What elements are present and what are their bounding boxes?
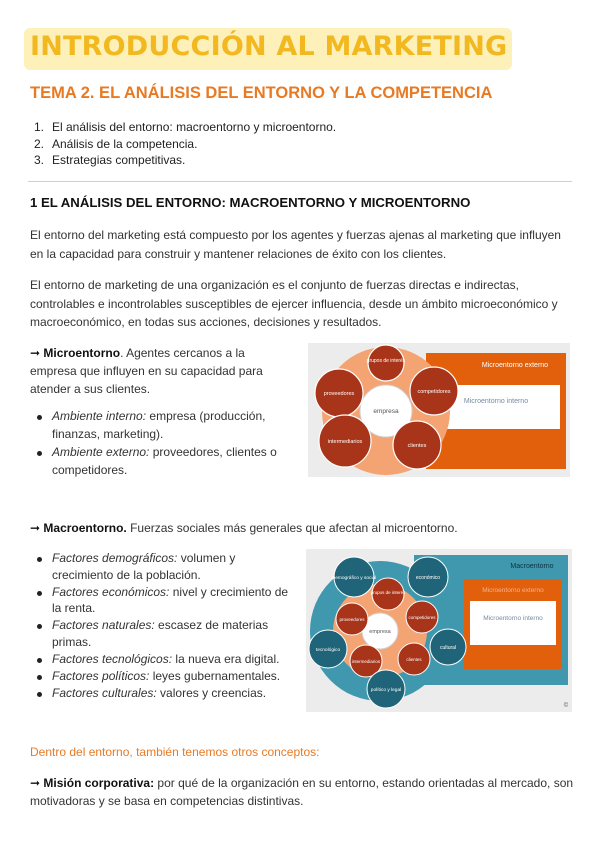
mision-term: Misión corporativa: — [43, 776, 155, 790]
node-label: Demográfico y social — [331, 576, 377, 581]
node-label: clientes — [407, 443, 427, 449]
internal-panel — [470, 601, 556, 645]
list-item: Ambiente interno: empresa (producción, finanzas, marketing). — [30, 408, 292, 443]
panel-label-internal: Microentorno interno — [483, 615, 543, 622]
bullet-icon — [37, 451, 42, 456]
macroentorno-diagram — [306, 549, 572, 712]
panel-label-macro: Macroentorno — [510, 563, 554, 570]
topic-subtitle: TEMA 2. EL ANÁLISIS DEL ENTORNO Y LA COMPETENCIA — [30, 84, 493, 102]
bullet-icon — [37, 692, 42, 697]
node-label: grupos de interés — [370, 590, 406, 595]
list-item: Factores demográficos: volumen y crecimiento de la población. — [30, 550, 296, 583]
copyright-mark: © — [563, 703, 569, 709]
concepts-note: Dentro del entorno, también tenemos otros conceptos: — [30, 745, 320, 759]
list-item: Factores culturales: valores y creencias. — [30, 685, 296, 702]
center-label: empresa — [369, 629, 391, 635]
macroentorno-term: Macroentorno. — [43, 521, 127, 535]
list-item: Factores tecnológicos: la nueva era digital. — [30, 651, 296, 668]
panel-label-external: Microentorno externo — [481, 362, 549, 369]
divider — [28, 181, 572, 182]
arrow-icon: ➞ — [30, 776, 41, 790]
toc-item: 1. El análisis del entorno: macroentorno y microentorno. — [34, 120, 337, 134]
node-label: proveedores — [323, 391, 355, 397]
microentorno-diagram — [308, 343, 570, 477]
node-label: tecnológico — [315, 648, 341, 653]
node-label: político y legal — [370, 688, 402, 693]
toc-item: 2. Análisis de la competencia. — [34, 136, 198, 151]
node-label: competidores — [408, 615, 436, 620]
bullet-icon — [37, 557, 42, 562]
mision-definition: ➞ Misión corporativa: por qué de la organización en su entorno, estando orientadas al mercado, son motivadoras y se basa en competencias distintivas. — [30, 776, 574, 808]
arrow-icon: ➞ — [30, 521, 41, 535]
title-highlight — [24, 28, 512, 70]
list-item: Ambiente externo: proveedores, clientes o competidores. — [30, 444, 292, 479]
arrow-icon: ➞ — [30, 346, 41, 360]
bullet-icon — [37, 591, 42, 596]
list-item: Factores políticos: leyes gubernamentales. — [30, 668, 296, 685]
list-item: Factores naturales: escasez de materias primas. — [30, 617, 296, 650]
macroentorno-list — [30, 550, 296, 702]
node-label: competidores — [417, 389, 451, 395]
panel-label-internal: Microentorno interno — [463, 398, 529, 405]
node-label: cultural — [439, 645, 457, 651]
node-label: clientes — [406, 657, 422, 662]
bullet-icon — [37, 658, 42, 663]
node-label: proveedores — [339, 617, 365, 622]
section-heading: 1 EL ANÁLISIS DEL ENTORNO: MACROENTORNO Y MICROENTORNO — [30, 195, 471, 210]
node-label: económico — [415, 575, 441, 581]
microentorno-list — [30, 408, 292, 480]
list-item: Factores económicos: nivel y crecimiento de la renta. — [30, 584, 296, 617]
paragraph-definition: El entorno del marketing está compuesto por los agentes y fuerzas ajenas al marketing que influyen en la capacidad para construir y mantener relaciones de éxito con los clientes. — [30, 228, 561, 261]
bullet-icon — [37, 415, 42, 420]
macroentorno-definition: ➞ Macroentorno. Fuerzas sociales más generales que afectan al microentorno. — [30, 521, 458, 535]
microentorno-term: Microentorno — [43, 346, 121, 360]
bullet-icon — [37, 675, 42, 680]
bullet-icon — [37, 624, 42, 629]
table-of-contents — [34, 119, 336, 169]
node-label: intermediarios — [327, 439, 363, 445]
paragraph-environment: El entorno de marketing de una organización es el conjunto de fuerzas directas e indirectas, controlables e incontrolables susceptibles de ejercer influencia, desde un ámbito microeconómico y macroeconómico, en todas sus acciones, decisiones y resultados. — [30, 278, 558, 329]
document-title: INTRODUCCIÓN AL MARKETING — [30, 31, 508, 62]
node-label: intermediarios — [351, 659, 381, 664]
microentorno-definition: ➞ Microentorno. Agentes cercanos a la empresa que influyen en su capacidad para atender a sus clientes. — [30, 346, 263, 396]
panel-label-external: Microentorno externo — [482, 587, 544, 594]
node-label: grupos de interés — [366, 358, 406, 364]
center-label: empresa — [373, 408, 399, 415]
toc-item: 3. Estrategias competitivas. — [34, 153, 186, 167]
